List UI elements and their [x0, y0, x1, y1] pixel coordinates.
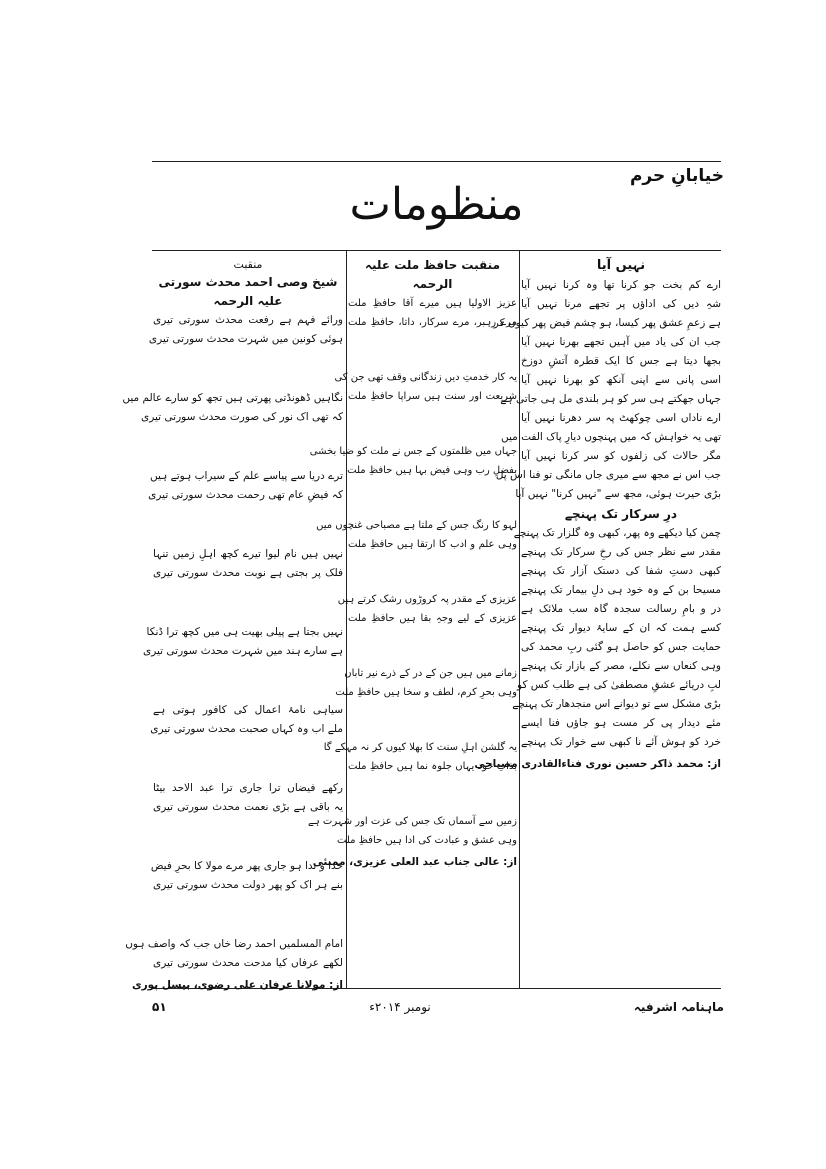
verse-line: یہ باقی ہے بڑی نعمت محدث سورتی تیری	[153, 801, 343, 813]
poem-credit: از: محمد ذاکر حسین نوری فناءالقادری مصباحی	[474, 758, 721, 770]
poem-title: نہیں آیا	[596, 258, 646, 273]
verse-line: بڑی مشکل سے تو دیوانے اس منجدھار تک پہنچے	[512, 698, 721, 710]
verse-line: زمیں سے آسماں تک جس کی عزت اور شہرت ہے	[308, 816, 517, 827]
poem-title: منقبت حافظ ملت علیہ الرحمہ	[364, 258, 501, 291]
verse-line: مرے رہبر، مرے سرکار، داتا، حافظِ ملت	[348, 317, 517, 328]
verse-line: رکھے فیضاں ترا جاری ترا عبد الاحد بیٹا	[153, 782, 343, 794]
verse-line: بنے ہر اک کو پھر دولت محدث سورتی تیری	[153, 879, 343, 891]
stanza-gap	[348, 554, 517, 590]
stanza-gap	[348, 628, 517, 664]
verse-line: عزیزی کے مقدر پہ کروڑوں رشک کرتے ہیں	[337, 594, 517, 605]
verse-line: نہیں بجتا ہے پیلی بھیت ہی میں کچھ ترا ڈنکا	[146, 626, 343, 638]
stanza-gap	[348, 702, 517, 738]
poem-subtitle: شیخ وصی احمد محدث سورتی علیہ الرحمہ	[158, 275, 338, 308]
stanza-gap	[153, 661, 343, 701]
verse-line: ترے دریا سے پیاسے علم کے سیراب ہوتے ہیں	[149, 470, 343, 482]
verse-line: لکھے عرفاں کیا مدحت محدث سورتی تیری	[153, 957, 343, 969]
verse-line: ارے کم بخت جو کرنا تھا وہ کرنا نہیں آیا	[521, 279, 721, 291]
verse-line: وہی عشق و عبادت کی ادا ہیں حافظِ ملت	[337, 835, 517, 846]
verse-line: بڑی حیرت ہوئی، مجھ سے "نہیں کرنا" نہیں آیا	[515, 488, 721, 500]
verse-line: وہی علم و ادب کا ارتقا ہیں حافظِ ملت	[348, 539, 517, 550]
verse-line: جہاں میں ظلمتوں کے جس نے ملت کو ضیا بخشی	[309, 446, 517, 457]
poem-column-middle	[308, 256, 517, 984]
verse-line: عزیز الاولیا ہیں میرے آقا حافظِ ملت	[348, 298, 517, 309]
verse-line: جب اس نے مجھ سے میری جاں مانگی تو فنا اس پل	[495, 469, 721, 481]
verse-line: حمایت جس کو حاصل ہو گئی ربِ محمد کی	[521, 641, 721, 653]
verse-line: نگاہیں ڈھونڈتی پھرتی ہیں تجھ کو سارے عالم میں	[122, 392, 343, 404]
poem-subheading: درِ سرکار تک پہنچے	[564, 507, 678, 521]
stanza-gap	[348, 406, 517, 442]
verse-line: جب ان کی یاد میں آہیں تجھے بھرنا نہیں آیا	[521, 336, 721, 348]
verse-line: ہے زعمِ عشق پھر کیسا، ہو چشم فیض پھر کیوں کر	[493, 317, 721, 329]
verse-line: نہیں ہیں نام لیوا تیرے کچھ اہلِ زمیں تنہا	[153, 548, 343, 560]
stanza-gap	[348, 776, 517, 812]
verse-line: وہی بحرِ کرم، لطف و سخا ہیں حافظِ ملت	[335, 687, 517, 698]
poem-column-left	[122, 256, 343, 991]
verse-line: خدا و ندا ہو جاری پھر مرے مولا کا بحرِ فیض	[150, 860, 343, 872]
stanza-gap	[153, 817, 343, 857]
verse-line: لبِ دریائے عشقِ مصطفیٰ کی ہے طلب کس کو	[517, 679, 721, 691]
verse-line: ہے سارے ہند میں شہرت محدث سورتی تیری	[142, 645, 343, 657]
verse-line: یہ کار خدمتِ دیں زندگانی وقف تھی جن کی	[334, 372, 517, 383]
verse-line: ہوئی کونین میں شہرت محدث سورتی تیری	[148, 333, 343, 345]
poem-credit: از: عالی جناب عبد العلی عزیزی، ممبئی	[312, 856, 517, 868]
verse-line: بفضلِ رب وہی فیض بہا ہیں حافظِ ملت	[347, 465, 517, 476]
verse-line: مئے دیدار پی کر مست ہو جاؤں فنا ایسے	[521, 717, 721, 729]
verse-line: وہی کنعاں سے نکلے، مصر کے بازار تک پہنچے	[521, 660, 721, 672]
verse-line: خرد کو ہوش آئے نا کبھی سے خوار تک پہنچے	[521, 736, 721, 748]
verse-line: مقدر سے نظر جس کی رخِ سرکار تک پہنچے	[521, 546, 721, 558]
verse-line: کہ فیضِ عام تھی رحمت محدث سورتی تیری	[148, 489, 343, 501]
verse-line: کبھی دستِ شفا کی دستک آزار تک پہنچے	[521, 565, 721, 577]
verse-line: اسی پانی سے اپنی آنکھ کو بھرنا نہیں آیا	[521, 374, 721, 386]
poem-column-right	[474, 256, 721, 984]
verse-line: در و بامِ رسالت سجدہ گاہ سب ملائک ہے	[521, 603, 721, 615]
footer-page-number: ۵۱	[152, 1000, 167, 1014]
verse-line: بذاتِ خود یہاں جلوہ نما ہیں حافظِ ملت	[348, 761, 517, 772]
footer-date: نومبر ۲۰۱۴ء	[369, 1000, 431, 1014]
stanza-gap	[153, 583, 343, 623]
verse-line: عزیزی کے لیے وجہِ بقا ہیں حافظِ ملت	[348, 613, 517, 624]
verse-line: چمن کیا دیکھے وہ پھر، کبھی وہ گلزار تک پہنچے	[513, 527, 721, 539]
column-divider	[346, 250, 347, 988]
stanza-gap	[348, 332, 517, 368]
verse-line: بجھا دیتا ہے جس کا ایک قطرہ آتشِ دوزخ	[521, 355, 721, 367]
stanza-gap	[348, 480, 517, 516]
verse-line: سیاہی نامۂ اعمال کی کافور ہوتی ہے	[153, 704, 343, 716]
stanza-gap	[153, 739, 343, 779]
poem-body	[308, 294, 517, 850]
verse-line: شہِ دیں کی اداؤں پر تجھے مرنا نہیں آیا	[521, 298, 721, 310]
main-title: منظومات	[349, 179, 524, 230]
poem-body	[493, 276, 721, 504]
verse-line: امام المسلمیں احمد رضا خاں جب کہ واصف ہوں	[125, 938, 343, 950]
column-divider	[519, 250, 520, 988]
poem-body	[122, 311, 343, 973]
verse-line: کسے ہمت کہ ان کے سایۂ دیوار تک پہنچے	[521, 622, 721, 634]
footer-magazine-name: ماہنامہ اشرفیہ	[633, 1000, 724, 1014]
poem-credit: از: مولانا عرفان علی رضوی، بیسل پوری	[132, 979, 343, 991]
poem-title: منقبت	[233, 258, 263, 271]
verse-line: کہ تھی اک نور کی صورت محدث سورتی تیری	[140, 411, 343, 423]
stanza-gap	[153, 427, 343, 467]
verse-line: ورائے فہم ہے رفعت محدث سورتی تیری	[153, 314, 343, 326]
verse-line: لہو کا رنگ جس کے ملتا ہے مصباحی غنچوں میں	[316, 520, 517, 531]
verse-line: ارے ناداں اسی چوکھٹ پہ سر دھرنا نہیں آیا	[521, 412, 721, 424]
stanza-gap	[153, 895, 343, 935]
verse-line: شریعت اور سنت ہیں سراپا حافظِ ملت	[348, 391, 517, 402]
stanza-gap	[153, 505, 343, 545]
top-rule	[152, 161, 721, 162]
section-title: خیابانِ حرم	[629, 166, 724, 186]
header-rule	[152, 250, 721, 251]
verse-line: زمانے میں ہیں جن کے در کے ذرے نیر تاباں	[344, 668, 517, 679]
verse-line: یہ گلشن اہلِ سنت کا بھلا کیوں کر نہ مہکے گا	[323, 742, 517, 753]
verse-line: تھی یہ خواہش کہ میں پہنچوں دیارِ پاک الفت میں	[500, 431, 721, 443]
poem-body	[512, 524, 721, 752]
verse-line: ملے اب وہ کہاں صحبت محدث سورتی تیری	[150, 723, 343, 735]
verse-line: مگر حالات کی زلفوں کو سر کرنا نہیں آیا	[521, 450, 721, 462]
verse-line: مسیحا بن کے وہ خود ہی دلِ بیمار تک پہنچے	[521, 584, 721, 596]
verse-line: جہاں جھکتے ہی سر کو ہر بلندی مل ہی جاتی ہے	[500, 393, 721, 405]
verse-line: فلک پر بجتی ہے نوبت محدث سورتی تیری	[153, 567, 343, 579]
stanza-gap	[153, 349, 343, 389]
